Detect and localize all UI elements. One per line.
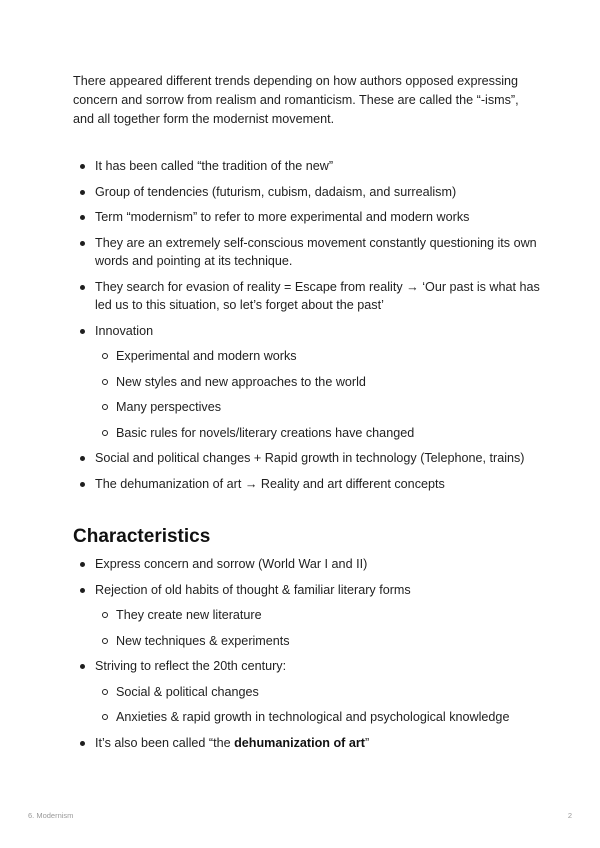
sub-list-item: They create new literature xyxy=(95,606,543,625)
sub-list-item: New styles and new approaches to the world xyxy=(95,373,543,392)
sub-list-item: Social & political changes xyxy=(95,683,543,702)
innovation-sub-list xyxy=(95,347,543,442)
list-item-dehumanization xyxy=(73,734,543,753)
list-item-innovation xyxy=(73,322,543,443)
characteristics-bullet-list xyxy=(73,555,543,759)
striving-sub-list xyxy=(95,683,543,727)
sub-list-item: Many perspectives xyxy=(95,398,543,417)
list-item: They are an extremely self-conscious movement constantly questioning its own words and pointing at its technique. xyxy=(73,234,543,271)
list-item-prefix: It’s also been called “the xyxy=(95,735,235,750)
emphasis-text: dehumanization of art xyxy=(234,735,365,750)
section-heading: Characteristics xyxy=(73,526,211,547)
list-item: They search for evasion of reality = Escape from reality → ‘Our past is what has led us to this situation, so let’s forget about the past’ xyxy=(73,278,543,315)
list-item: Term “modernism” to refer to more experimental and modern works xyxy=(73,208,543,227)
list-item-label: Striving to reflect the 20th century: xyxy=(95,659,287,673)
sub-list-item: Experimental and modern works xyxy=(95,347,543,366)
list-item-rejection xyxy=(73,581,543,651)
list-item-label: Rejection of old habits of thought & familiar literary forms xyxy=(95,582,411,597)
list-item: It has been called “the tradition of the new” xyxy=(73,157,543,176)
list-item-label: Innovation xyxy=(95,323,154,338)
list-item-striving xyxy=(73,657,543,727)
list-item: Social and political changes + Rapid growth in technology (Telephone, trains) xyxy=(73,449,543,468)
list-item-suffix: ” xyxy=(364,735,370,750)
sub-list-item: Anxieties & rapid growth in technological and psychological knowledge xyxy=(95,708,543,727)
list-item: The dehumanization of art → Reality and art different concepts xyxy=(73,475,543,494)
modernism-bullet-list xyxy=(73,157,543,500)
intro-paragraph: There appeared different trends depending on how authors opposed expressing concern and sorrow from realism and romanticism. These are called the “-isms”, and all together form the modernist movement. xyxy=(73,74,519,126)
footer-section-title: 6. Modernism xyxy=(28,811,74,820)
sub-list-item: New techniques & experiments xyxy=(95,632,543,651)
sub-list-item: Basic rules for novels/literary creations have changed xyxy=(95,424,543,443)
rejection-sub-list xyxy=(95,606,543,650)
list-item: Group of tendencies (futurism, cubism, dadaism, and surrealism) xyxy=(73,183,543,202)
list-item: Express concern and sorrow (World War I and II) xyxy=(73,555,543,574)
page-number: 2 xyxy=(567,811,572,820)
